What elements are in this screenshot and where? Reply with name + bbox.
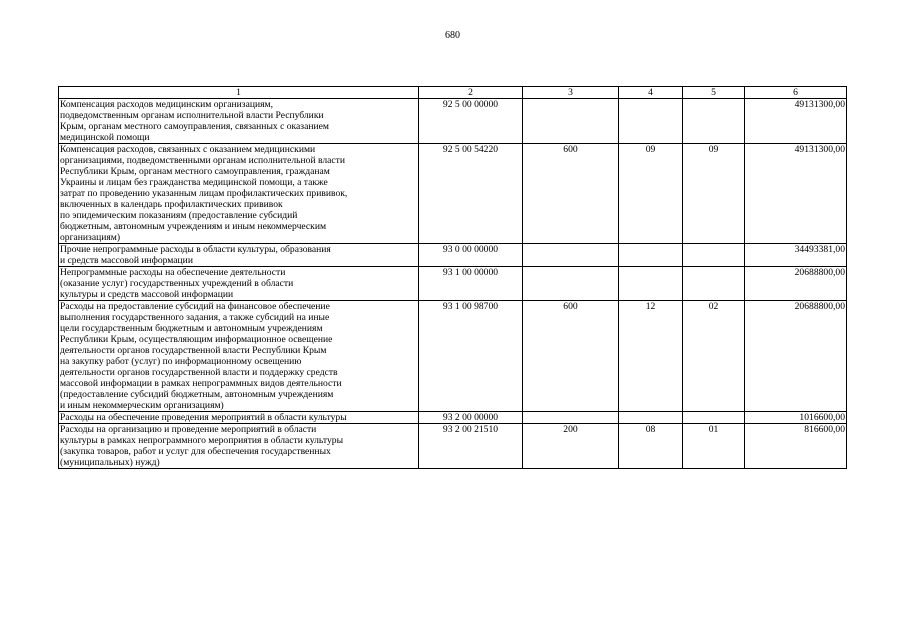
table-row: [59, 144, 847, 244]
row-code: 93 0 00 00000: [419, 244, 523, 267]
row-col3: 600: [523, 144, 619, 244]
table-header-row: [59, 87, 847, 99]
table-row: [59, 267, 847, 301]
row-amount: 816600,00: [745, 424, 847, 469]
row-col5: [683, 412, 745, 424]
column-header-4: 4: [619, 87, 683, 99]
column-header-5: 5: [683, 87, 745, 99]
column-header-2: 2: [419, 87, 523, 99]
row-name: Компенсация расходов медицинским организациям, подведомственным органам исполнительной власти Республики Крым, органам местного самоуправления, связанных с оказанием медицинской помощи: [59, 99, 419, 144]
row-col4: 08: [619, 424, 683, 469]
row-col3: [523, 412, 619, 424]
row-code: 93 1 00 98700: [419, 301, 523, 412]
row-code: 92 5 00 54220: [419, 144, 523, 244]
row-name: Непрограммные расходы на обеспечение деятельности (оказание услуг) государственных учреждений в области культуры и средств массовой информации: [59, 267, 419, 301]
row-name: Расходы на предоставление субсидий на финансовое обеспечение выполнения государственного задания, а также субсидий на иные цели государственным бюджетным и автономным учреждениям Республики Крым, осуществляющим информационное освещение деятельности органов государственной власти Республики Крым на закупку работ (услуг) по информационному освещению деятельности органов государственной власти и поддержку средств массовой информации в рамках непрограммных видов деятельности (предоставление субсидий бюджетным, автономным учреждениям и иным некоммерческим организациям): [59, 301, 419, 412]
row-col5: 02: [683, 301, 745, 412]
budget-table: [58, 86, 847, 469]
row-col3: 600: [523, 301, 619, 412]
row-col5: [683, 99, 745, 144]
row-code: 93 2 00 00000: [419, 412, 523, 424]
row-col5: 09: [683, 144, 745, 244]
row-name: Расходы на обеспечение проведения мероприятий в области культуры: [59, 412, 419, 424]
row-col5: [683, 267, 745, 301]
row-amount: 34493381,00: [745, 244, 847, 267]
table-row: [59, 412, 847, 424]
table-row: [59, 99, 847, 144]
row-col4: [619, 99, 683, 144]
table-row: [59, 424, 847, 469]
row-col5: [683, 244, 745, 267]
column-header-1: 1: [59, 87, 419, 99]
row-code: 93 1 00 00000: [419, 267, 523, 301]
row-col4: 09: [619, 144, 683, 244]
row-col3: [523, 244, 619, 267]
row-code: 92 5 00 00000: [419, 99, 523, 144]
row-col3: [523, 267, 619, 301]
row-col3: [523, 99, 619, 144]
row-col4: [619, 267, 683, 301]
row-name: Прочие непрограммные расходы в области культуры, образования и средств массовой информации: [59, 244, 419, 267]
row-code: 93 2 00 21510: [419, 424, 523, 469]
row-name: Расходы на организацию и проведение мероприятий в области культуры в рамках непрограммного мероприятия в области культуры (закупка товаров, работ и услуг для обеспечения государственных (муниципальных) нужд): [59, 424, 419, 469]
page-number: 680: [445, 30, 460, 41]
row-col3: 200: [523, 424, 619, 469]
row-col4: 12: [619, 301, 683, 412]
table-row: [59, 301, 847, 412]
row-amount: 1016600,00: [745, 412, 847, 424]
column-header-3: 3: [523, 87, 619, 99]
row-col4: [619, 244, 683, 267]
row-amount: 20688800,00: [745, 267, 847, 301]
row-col5: 01: [683, 424, 745, 469]
row-amount: 49131300,00: [745, 99, 847, 144]
row-name: Компенсация расходов, связанных с оказанием медицинскими организациями, подведомственными органам исполнительной власти Республики Крым, органам местного самоуправления, гражданам Украины и лицам без гражданства медицинской помощи, а также затрат по проведению указанным лицам профилактических прививок, включенных в календарь профилактических прививок по эпидемическим показаниям (предоставление субсидий бюджетным, автономным учреждениям и иным некоммерческим организациям): [59, 144, 419, 244]
table-row: [59, 244, 847, 267]
column-header-6: 6: [745, 87, 847, 99]
row-amount: 49131300,00: [745, 144, 847, 244]
row-amount: 20688800,00: [745, 301, 847, 412]
row-col4: [619, 412, 683, 424]
